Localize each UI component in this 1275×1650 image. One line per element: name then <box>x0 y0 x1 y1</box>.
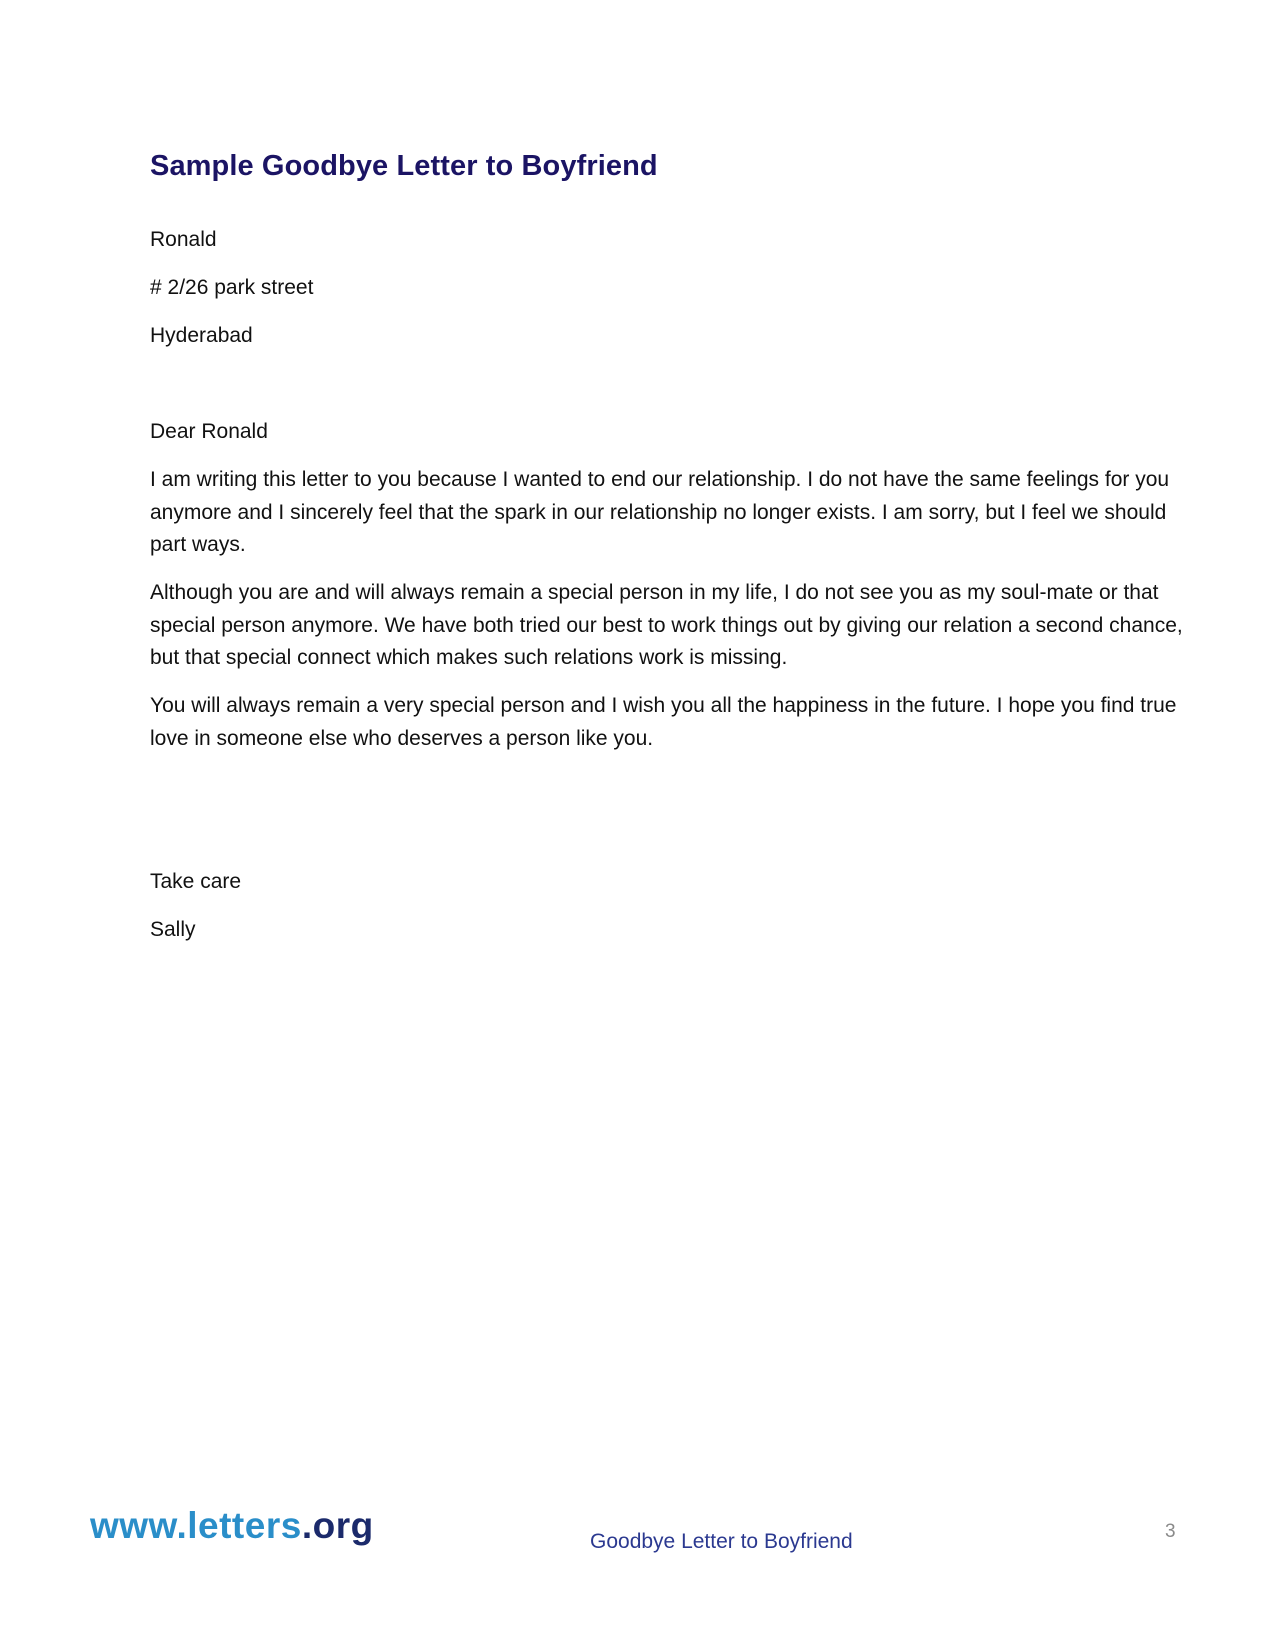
site-logo-tld: .org <box>301 1505 374 1546</box>
site-logo[interactable] <box>90 1505 374 1547</box>
document-title: Sample Goodbye Letter to Boyfriend <box>150 150 658 182</box>
page-number: 3 <box>1165 1521 1176 1542</box>
salutation: Dear Ronald <box>150 420 268 443</box>
footer-title: Goodbye Letter to Boyfriend <box>590 1530 853 1553</box>
recipient-city: Hyderabad <box>150 324 253 347</box>
signature: Sally <box>150 918 196 941</box>
paragraph-2: Although you are and will always remain a special person in my life, I do not see you as my soul-mate or that special person anymore. We have both tried our best to work things out by giving our relation a second chance, but that special connect which makes such relations work is missing. <box>150 581 1183 669</box>
paragraph-1: I am writing this letter to you because I wanted to end our relationship. I do not have the same feelings for you anymore and I sincerely feel that the spark in our relationship no longer exists. I am sorry, but I feel we should part ways. <box>150 468 1170 556</box>
site-logo-main: www.letters <box>90 1505 302 1546</box>
recipient-name: Ronald <box>150 228 217 251</box>
paragraph-3: You will always remain a very special person and I wish you all the happiness in the future. I hope you find true love in someone else who deserves a person like you. <box>150 694 1177 750</box>
recipient-street: # 2/26 park street <box>150 276 314 299</box>
closing: Take care <box>150 870 242 893</box>
